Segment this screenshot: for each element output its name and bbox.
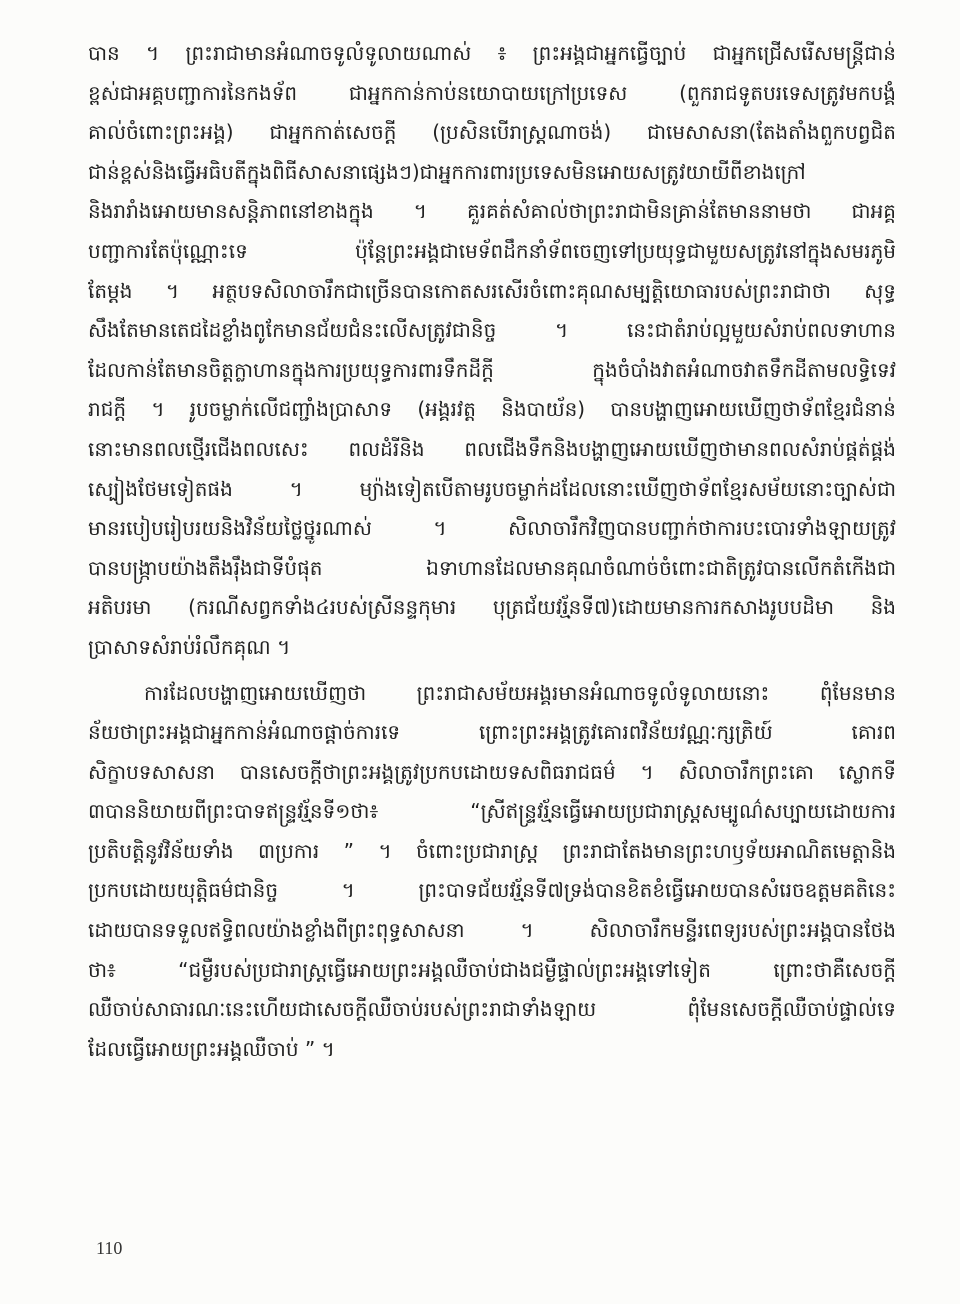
text-line: ឈឺចាប់សាធារណៈនេះហើយជាសេចក្តីឈឺចាប់របស់ព្រះរាជាទាំងឡាយ ពុំមែនសេចក្តីឈឺចាប់ផ្ទាល់ទេ	[88, 997, 896, 1022]
text-line: ប្រកបដោយយុត្តិធម៌ជានិច្ច ។ ព្រះបាទជ័យវរ្ម័នទី៧ទ្រង់បានខិតខំធ្វើអោយបានសំរេចឧត្តមគតិនេះ	[88, 878, 896, 903]
text-line: មានរបៀបរៀបរយនិងវិន័យថ្លៃថ្នូរណាស់ ។ សិលាចារឹកវិញបានបញ្ជាក់ថាការបះបោរទាំងឡាយត្រូវ	[88, 516, 896, 541]
text-line: បានបង្ក្រាបយ៉ាងតឹងរ៉ឹងជាទីបំផុត ឯទាហានដែលមានគុណចំណាច់ចំពោះជាតិត្រូវបានលើកតំកើងជា	[88, 555, 896, 580]
text-line: សិក្ខាបទសាសនា បានសេចក្តីថាព្រះអង្គត្រូវប្រកបដោយទសពិធរាជធម៌ ។ សិលាចារឹកព្រះគោ ស្លោកទី	[88, 759, 896, 784]
text-line: ជាន់ខ្ពស់និងធ្វើអធិបតីក្នុងពិធីសាសនាផ្សេងៗ)ជាអ្នកការពារប្រទេសមិនអោយសត្រូវយាយីពីខាងក្រៅ	[88, 159, 806, 184]
body-text	[88, 34, 896, 1069]
text-line: បញ្ជាការតែប៉ុណ្ណោះទេ ប៉ុន្តែព្រះអង្គជាមេទ័ពដឹកនាំទ័ពចេញទៅប្រយុទ្ធជាមួយសត្រូវនៅក្នុងសមរភូមិ	[88, 238, 896, 263]
text-line: បាន ។ ព្រះរាជាមានអំណាចទូលំទូលាយណាស់ ៖ ព្រះអង្គជាអ្នកធ្វើច្បាប់ ជាអ្នកជ្រើសរើសមន្ត្រីជាន់	[88, 41, 896, 65]
text-line: ការដែលបង្ហាញអោយឃើញថា ព្រះរាជាសម័យអង្គរមានអំណាចទូលំទូលាយនោះ ពុំមែនមាន	[144, 680, 896, 705]
text-line: ដែលកាន់តែមានចិត្តក្លាហានក្នុងការប្រយុទ្ធការពារទឹកដីក្តី ក្នុងចំបាំងវាតអំណាចវាតទឹកដីតាមលទ្ធិទេវ	[88, 357, 896, 382]
paragraph-1	[88, 34, 896, 668]
text-line: ប្រាសាទសំរាប់រំលឹកគុណ ។	[88, 634, 291, 659]
text-line: អតិបរមា (ករណីសព្វកទាំង៤របស់ស្រីនន្ទកុមារ បុត្រជ័យវរ្ម័នទី៧)ដោយមានការកសាងរូបបដិមា និង	[88, 595, 896, 620]
text-line: និងរារាំងអោយមានសន្តិភាពនៅខាងក្នុង ។ គួរគត់សំគាល់ថាព្រះរាជាមិនគ្រាន់តែមាននាមថា ជាអគ្គ	[88, 199, 896, 224]
paragraph-2	[88, 674, 896, 1070]
text-line: ដែលធ្វើអោយព្រះអង្គឈឺចាប់ ” ។	[88, 1036, 335, 1061]
text-line: ប្រតិបត្តិនូវវិន័យទាំង ៣ប្រការ ” ។ ចំពោះប្រជារាស្ត្រ ព្រះរាជាតែងមានព្រះហឫទ័យអាណិតមេត្តានិង	[88, 838, 896, 863]
text-line: នោះមានពលថ្មើរជើងពលសេះ ពលដំរីនិង ពលជើងទឹកនិងបង្ហាញអោយឃើញថាមានពលសំរាប់ផ្គត់ផ្គង់	[88, 436, 896, 461]
text-line: ដោយបានទទួលឥទ្ធិពលយ៉ាងខ្លាំងពីព្រះពុទ្ធសាសនា ។ សិលាចារឹកមន្ទីរពេទ្យរបស់ព្រះអង្គបានថែង	[88, 918, 896, 943]
text-line: រាជក្តី ។ រូបចម្លាក់លើជញ្ជាំងប្រាសាទ (អង្គរវត្ត និងបាយ័ន) បានបង្ហាញអោយឃើញថាទ័ពខ្មែរជំនាន់	[88, 397, 896, 422]
text-line: ៣បាននិយាយពីព្រះបាទឥន្ទ្រវរ្ម័នទី១ថា៖ “ស្រីឥន្ទ្រវរ្ម័នធ្វើអោយប្រជារាស្ត្រសម្បូណ៌សប្បាយដោយការ	[88, 799, 896, 824]
text-line: គាល់ចំពោះព្រះអង្គ) ជាអ្នកកាត់សេចក្តី (ប្រសិនបើរាស្ត្រណាចង់) ជាមេសាសនា(តែងតាំងពួកបព្វជិត	[88, 120, 896, 145]
text-line: សឹងតែមានតេជដៃខ្លាំងពូកែមានជ័យជំនះលើសត្រូវជានិច្ច ។ នេះជាតំរាប់ល្អមួយសំរាប់ពលទាហាន	[88, 318, 896, 343]
text-line: ស្បៀងថែមទៀតផង ។ ម្យ៉ាងទៀតបើតាមរូបចម្លាក់ដដែលនោះឃើញថាទ័ពខ្មែរសម័យនោះច្បាស់ជា	[88, 476, 896, 501]
text-line: ថា៖ “ជម្ងឺរបស់ប្រជារាស្ត្រធ្វើអោយព្រះអង្គឈឺចាប់ជាងជម្ងឺផ្ទាល់ព្រះអង្គទៅទៀត ព្រោះថាគឺសេចក្តី	[88, 957, 896, 982]
text-line: ខ្ពស់ជាអគ្គបញ្ជាការនៃកងទ័ព ជាអ្នកកាន់កាប់នយោបាយក្រៅប្រទេស (ពួករាជទូតបរទេសត្រូវមកបង្គំ	[88, 80, 896, 105]
page-number: 110	[96, 1238, 123, 1258]
text-line: ន័យថាព្រះអង្គជាអ្នកកាន់អំណាចផ្តាច់ការទេ ព្រោះព្រះអង្គត្រូវគោរពវិន័យវណ្ណៈក្សត្រិយ៍ គោរព	[88, 720, 896, 745]
text-line: តែម្តង ។ អត្ថបទសិលាចារឹកជាច្រើនបានកោតសរសើរចំពោះគុណសម្បត្តិយោធារបស់ព្រះរាជាថា សុទ្ធ	[88, 278, 896, 303]
